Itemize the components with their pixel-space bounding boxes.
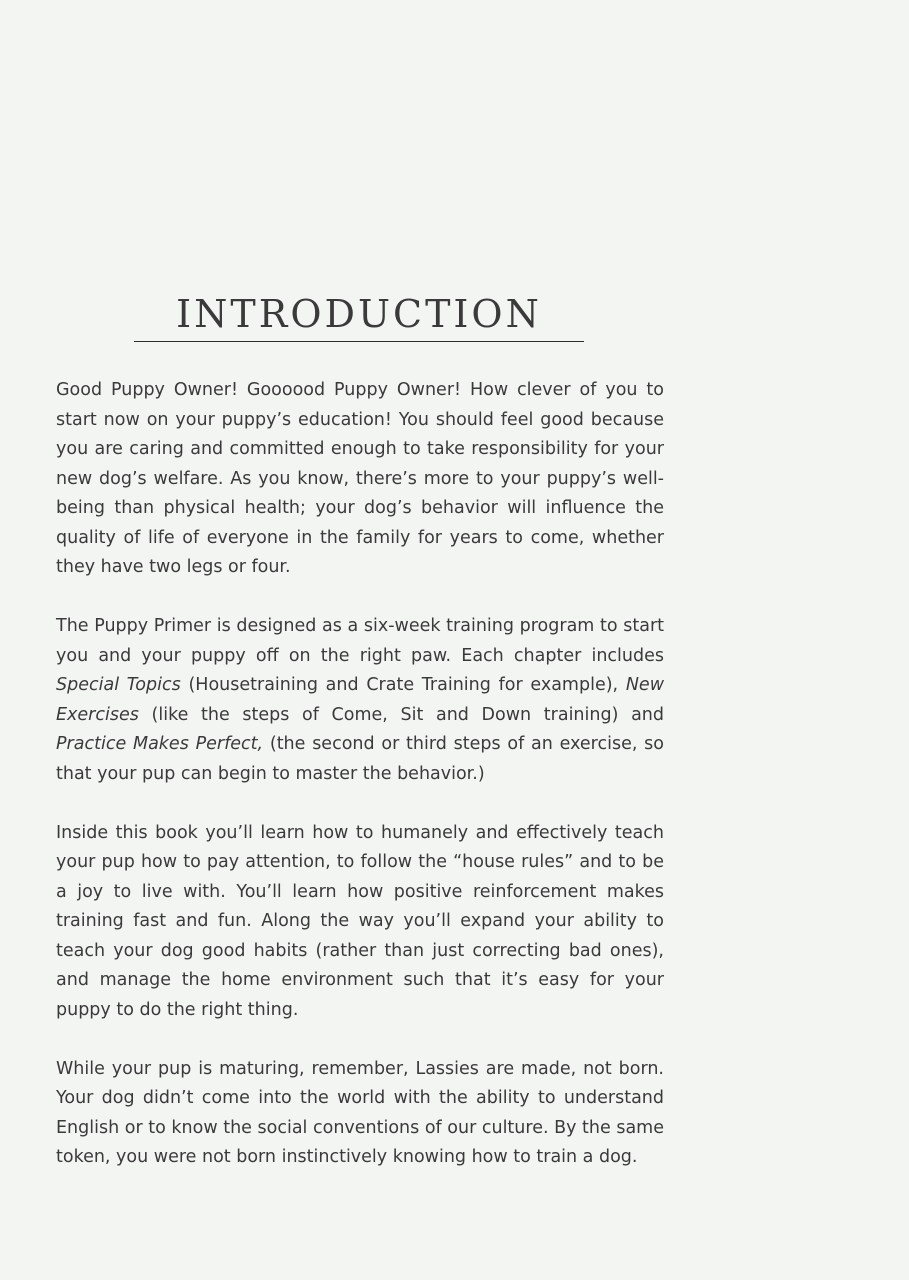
- paragraph: [56, 376, 664, 583]
- page-title: INTRODUCTION: [176, 292, 542, 336]
- paragraph: [56, 612, 664, 789]
- italic-text: Practice Makes Perfect,: [56, 734, 264, 754]
- paragraph-text: Good Puppy Owner! Goooood Puppy Owner! How clever of you to start now on your puppy’s education! You should feel good because you are caring and committed enough to take responsibility for your new dog’s welfare. As you know, there’s more to your puppy’s well-being than physical health; your dog’s behavior will influence the quality of life of everyone in the family for years to come, whether they have two legs or four.: [56, 380, 664, 577]
- italic-text: New Exercises: [56, 675, 665, 725]
- paragraph-text: While your pup is maturing, remember, Lassies are made, not born. Your dog didn’t come into the world with the ability to understand English or to know the social conventions of our culture. By the same token, you were not born instinctively knowing how to train a dog.: [56, 1058, 664, 1167]
- paragraph-text: (like the steps of Come, Sit and Down training) and: [138, 704, 664, 725]
- italic-text: Special Topics: [56, 675, 181, 695]
- paragraph: [56, 1055, 664, 1173]
- paragraph-text: (the second or third steps of an exercise, so that your pup can begin to master the behavior.): [56, 734, 664, 784]
- paragraph: [56, 819, 664, 1026]
- title-underline: [134, 341, 584, 342]
- body-text: [56, 376, 664, 1202]
- paragraph-text: (Housetraining and Crate Training for example),: [180, 675, 626, 695]
- paragraph-text: Inside this book you’ll learn how to humanely and effectively teach your pup how to pay attention, to follow the “house rules” and to be a joy to live with. You’ll learn how positive reinforcement makes training fast and fun. Along the way you’ll expand your ability to teach your dog good habits (rather than just correcting bad ones), and manage the home environment such that it’s easy for your puppy to do the right thing.: [56, 822, 664, 1020]
- paragraph-text: The Puppy Primer is designed as a six-week training program to start you and your puppy off on the right paw. Each chapter includes: [56, 616, 664, 666]
